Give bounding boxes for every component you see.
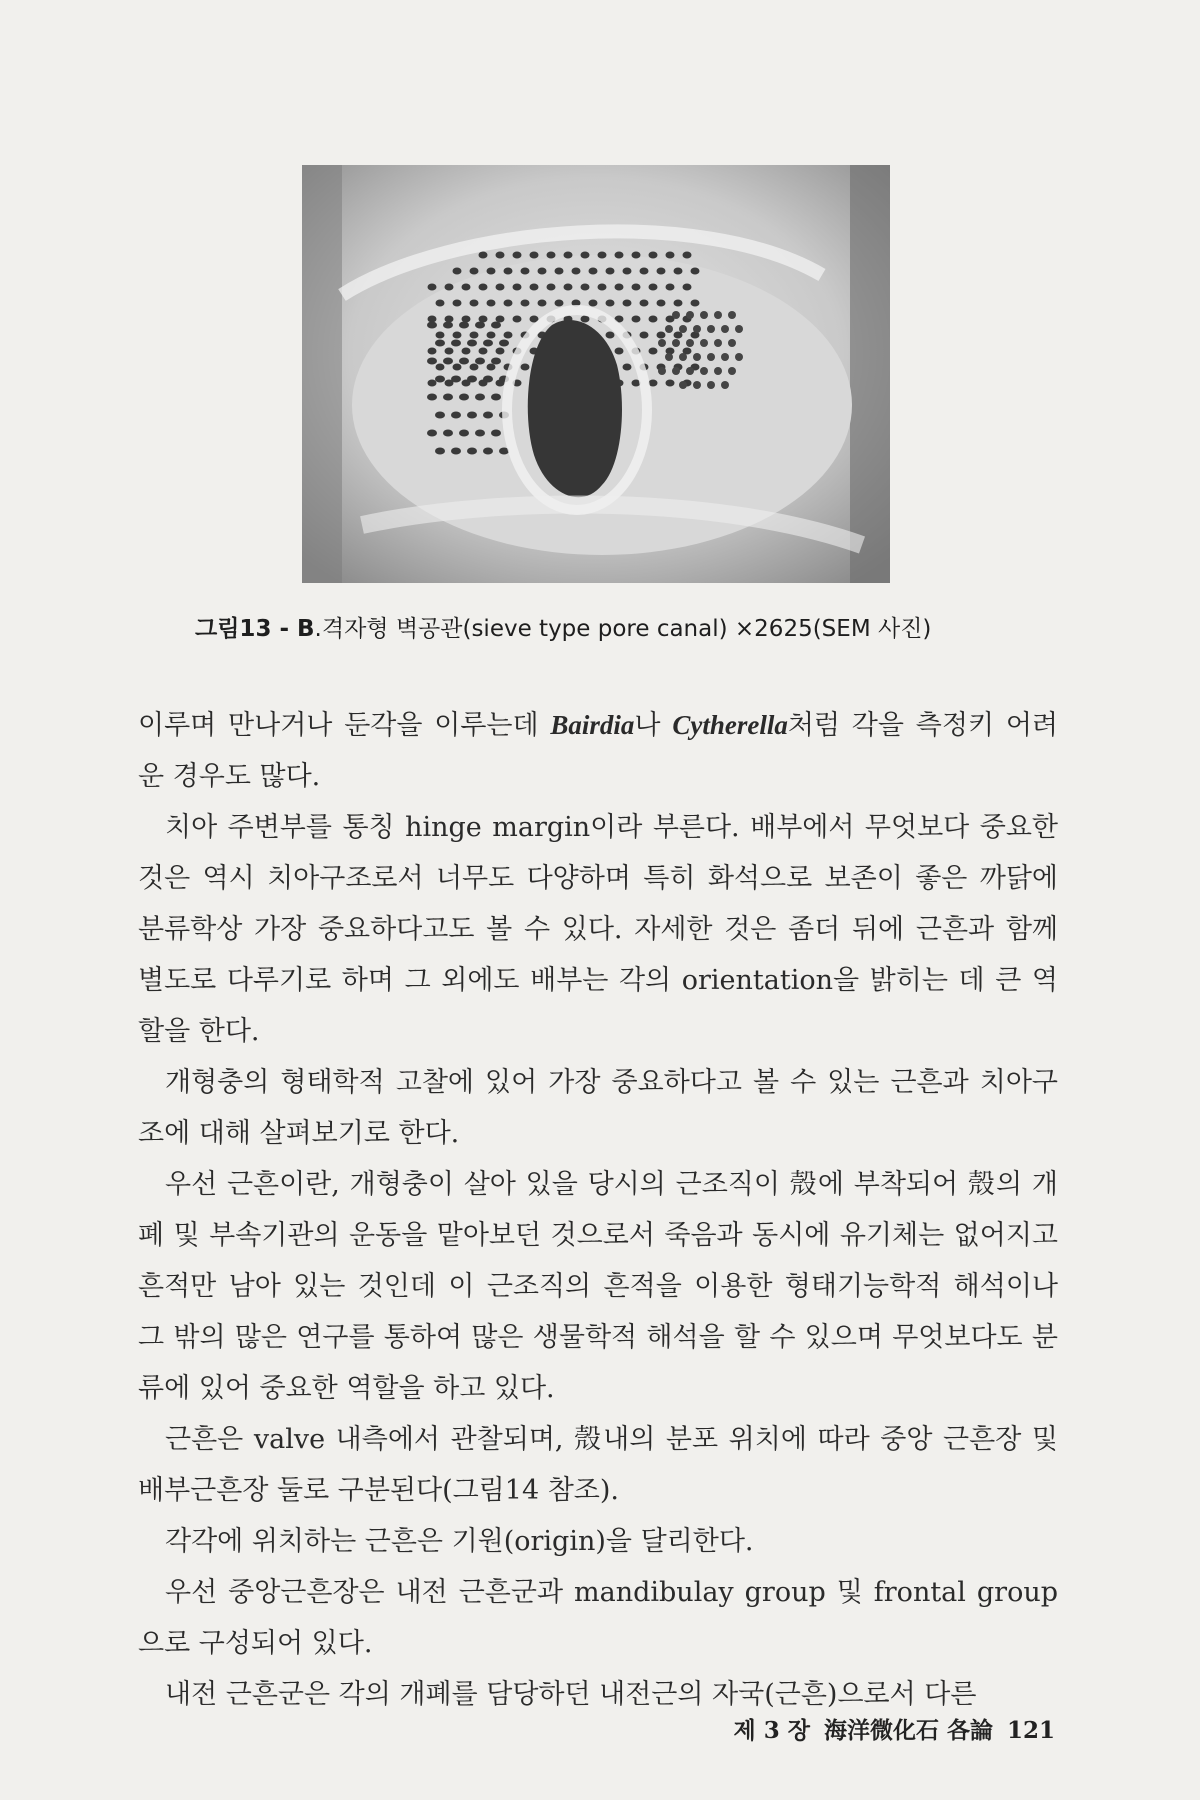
paragraph-5: 근흔은 valve 내측에서 관찰되며, 殼내의 분포 위치에 따라 중앙 근흔장 및 배부근흔장 둘로 구분된다(그림14 참조). [138,1424,1058,1506]
paragraph-8: 내전 근흔군은 각의 개폐를 담당하던 내전근의 자국(근흔)으로서 다른 [165,1679,977,1710]
paragraph-1 [138,700,1058,802]
genus-cytherella: Cytherella [672,710,788,740]
chapter-label: 제 3 장 [733,1717,810,1744]
paragraph-7: 우선 중앙근흔장은 내전 근흔군과 mandibulay group 및 frontal group 으로 구성되어 있다. [138,1577,1058,1659]
genus-bairdia: Bairdia [550,710,635,740]
sem-micrograph [302,165,890,583]
paragraph-4: 우선 근흔이란, 개형충이 살아 있을 당시의 근조직이 殼에 부착되어 殼의 개폐 및 부속기관의 운동을 맡아보던 것으로서 죽음과 동시에 유기체는 없어지고 흔적만 남아 있는 것인데 이 근조직의 흔적을 이용한 형태기능학적 해석이나 그 밖의 많은 연구를 통하여 많은 생물학적 해석을 할 수 있으며 무엇보다도 분류에 있어 중요한 역할을 하고 있다. [138,1169,1058,1404]
paragraph-1-end: 처럼 각을 측정키 어려운 경우도 많다. [138,710,1058,792]
figure-caption-text: .격자형 벽공관(sieve type pore canal) ×2625(SEM 사진) [314,616,932,642]
paragraph-1-start: 이루며 만나거나 둔각을 이루는데 [138,710,551,741]
figure-number: 그림13 - B [195,616,315,642]
paragraph-6: 각각에 위치하는 근흔은 기원(origin)을 달리한다. [165,1526,754,1557]
page-number: 121 [1006,1717,1055,1744]
sem-micrograph-icon [302,165,890,583]
section-title: 海洋微化石 各論 [823,1717,993,1744]
body-text [138,700,1058,1720]
page-footer [720,1712,1056,1745]
figure-caption [195,610,1055,643]
paragraph-2: 치아 주변부를 통칭 hinge margin이라 부른다. 배부에서 무엇보다 중요한 것은 역시 치아구조로서 너무도 다양하며 특히 화석으로 보존이 좋은 까닭에 분류학상 가장 중요하다고도 볼 수 있다. 자세한 것은 좀더 뒤에 근흔과 함께 별도로 다루기로 하며 그 외에도 배부는 각의 orientation을 밝히는 데 큰 역할을 한다. [138,812,1058,1047]
paragraph-3: 개형충의 형태학적 고찰에 있어 가장 중요하다고 볼 수 있는 근흔과 치아구조에 대해 살펴보기로 한다. [138,1067,1058,1149]
paragraph-1-mid: 나 [634,710,673,741]
